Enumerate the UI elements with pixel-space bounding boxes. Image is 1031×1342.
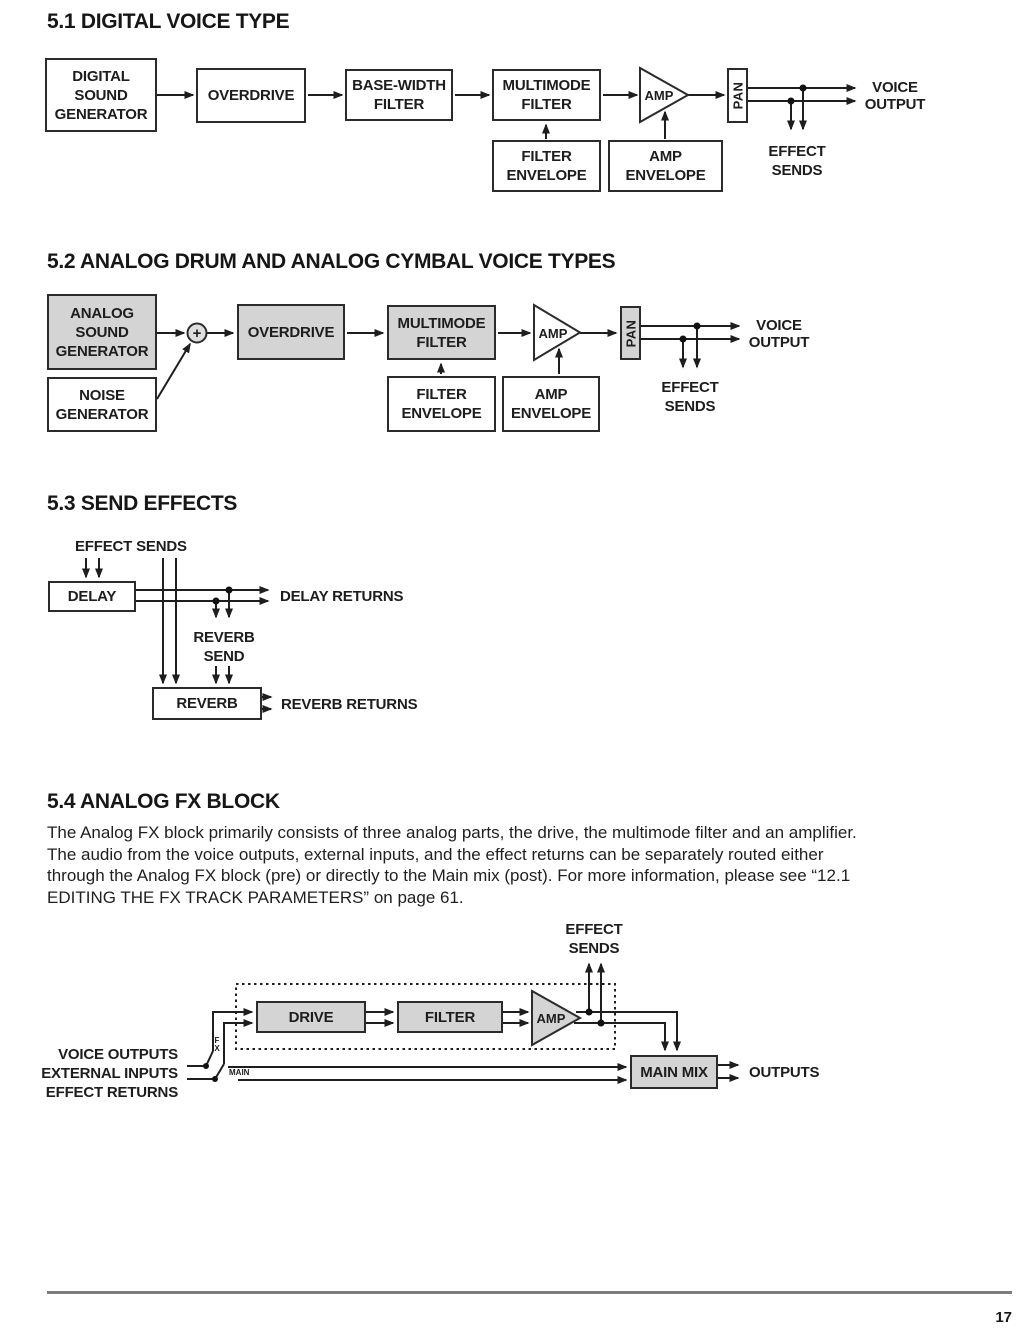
filter-envelope-box: FILTER ENVELOPE (492, 140, 601, 192)
section-5-3-title: 5.3 SEND EFFECTS (47, 492, 238, 515)
sum-junction-label: + (192, 324, 202, 342)
paragraph-line: EDITING THE FX TRACK PARAMETERS” on page 61. (47, 887, 464, 907)
multimode-filter-box: MULTIMODE FILTER (387, 305, 496, 360)
delay-box: DELAY (48, 581, 136, 612)
pan-box (727, 68, 748, 123)
paragraph-line: The Analog FX block primarily consists of three analog parts, the drive, the multimode filter and an amplifier. (47, 823, 857, 842)
overdrive-box: OVERDRIVE (237, 304, 345, 360)
digital-sound-generator-box: DIGITAL SOUND GENERATOR (45, 58, 157, 132)
delay-returns-label: DELAY RETURNS (280, 588, 404, 605)
base-width-filter-box: BASE-WIDTH FILTER (345, 69, 453, 121)
fx-route-label: F X (214, 1036, 220, 1053)
analog-sound-generator-box: ANALOG SOUND GENERATOR (47, 294, 157, 370)
reverb-box: REVERB (152, 687, 262, 720)
reverb-returns-label: REVERB RETURNS (281, 696, 418, 713)
section-5-2-title: 5.2 ANALOG DRUM AND ANALOG CYMBAL VOICE TYPES (47, 250, 616, 273)
drive-box: DRIVE (256, 1001, 366, 1033)
reverb-send-label: REVERB SEND (193, 629, 255, 665)
main-route-label: MAIN (229, 1068, 250, 1077)
voice-outputs-label: VOICE OUTPUTS (58, 1046, 178, 1063)
multimode-filter-box: MULTIMODE FILTER (492, 69, 601, 121)
page-number: 17 (995, 1309, 1012, 1326)
pan-box (620, 306, 641, 360)
section-5-1-title: 5.1 DIGITAL VOICE TYPE (47, 10, 290, 33)
amp-label: AMP (644, 88, 674, 103)
noise-generator-box: NOISE GENERATOR (47, 377, 157, 432)
voice-output-label: VOICE OUTPUT (748, 317, 810, 351)
paragraph-line: through the Analog FX block (pre) or directly to the Main mix (post). For more information, please see “12.1 (47, 866, 851, 885)
external-inputs-label: EXTERNAL INPUTS (41, 1065, 178, 1082)
section-5-4-title: 5.4 ANALOG FX BLOCK (47, 790, 280, 813)
amp-envelope-box: AMP ENVELOPE (502, 376, 600, 432)
overdrive-box: OVERDRIVE (196, 68, 306, 123)
outputs-label: OUTPUTS (749, 1064, 820, 1081)
voice-output-label: VOICE OUTPUT (864, 79, 926, 113)
effect-sends-label: EFFECT SENDS (768, 143, 826, 179)
paragraph-line: The audio from the voice outputs, external inputs, and the effect returns can be separately routed either (47, 844, 824, 864)
filter-box: FILTER (397, 1001, 503, 1033)
effect-sends-label: EFFECT SENDS (661, 379, 719, 415)
effect-sends-label: EFFECT SENDS (565, 921, 623, 957)
pan-label: PAN (730, 81, 745, 110)
footer-separator (47, 1291, 1012, 1294)
amp-label: AMP (538, 326, 568, 341)
amp-label: AMP (536, 1011, 566, 1026)
amp-envelope-box: AMP ENVELOPE (608, 140, 723, 192)
filter-envelope-box: FILTER ENVELOPE (387, 376, 496, 432)
pan-label: PAN (623, 319, 638, 347)
effect-sends-label: EFFECT SENDS (75, 538, 187, 555)
body-paragraph (47, 822, 997, 908)
main-mix-box: MAIN MIX (630, 1055, 718, 1089)
effect-returns-label: EFFECT RETURNS (45, 1084, 178, 1101)
